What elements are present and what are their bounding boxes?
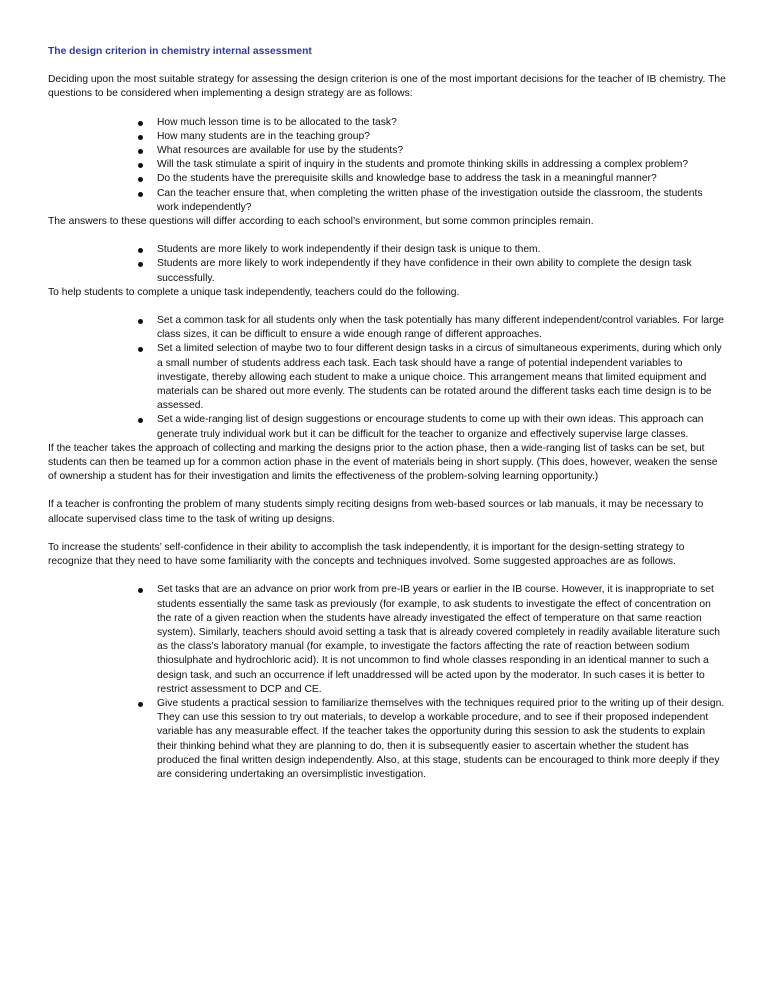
list-item: Will the task stimulate a spirit of inquiry in the students and promote thinking skills in addressing a complex problem? bbox=[48, 158, 726, 172]
list-item: Students are more likely to work independently if their design task is unique to them. bbox=[48, 243, 726, 257]
confidence-paragraph: To increase the students’ self-confidence in their ability to accomplish the task independently, it is important for the design-setting strategy to recognize that they need to have some familiarity with the concepts and techniques involved. Some suggested approaches are as follows. bbox=[48, 541, 685, 568]
list-item: How many students are in the teaching group? bbox=[48, 130, 726, 144]
list-item: How much lesson time is to be allocated to the task? bbox=[48, 116, 726, 130]
unique-task-intro-paragraph: To help students to complete a unique task independently, teachers could do the following. bbox=[48, 286, 460, 298]
list-item: Do the students have the prerequisite skills and knowledge base to address the task in a meaningful manner? bbox=[48, 172, 726, 186]
list-item: Set a common task for all students only when the task potentially has many different independent/control variables. For large class sizes, it can be difficult to ensure a wide enough range of different approaches. bbox=[48, 314, 726, 342]
list-item: Give students a practical session to familiarize themselves with the techniques required prior to the writing up of their design. They can use this session to try out materials, to develop a workable procedure, and to see if their proposed independent variable has any measurable effect. If the teacher takes the opportunity during this session to ask the students to explain their thinking behind what they are planning to do, then it is subsequently easier to ascertain whether the student has produced the final written design independently. Also, at this stage, students can be encouraged to think more deeply if they are considering undertaking an oversimplistic investigation. bbox=[48, 697, 726, 782]
list-item: Set tasks that are an advance on prior work from pre-IB years or earlier in the IB course. However, it is inappropriate to set students essentially the same task as previously (for example, to ask students to investigate the effect of concentration on the rate of a given reaction when the students have already investigated the effect of temperature on that same reaction system). Similarly, teachers should avoid setting a task that is already covered completely in readily available literature such as the class’s laboratory manual (for example, to investigate the factors affecting the rate of reaction between sodium thiosulphate and hydrochloric acid). It is not uncommon to find whole classes responding in an identical manner to such a design task, and such an occurrence if left unaddressed will be acted upon by the moderator. In such cases it is better to restrict assessment to DCP and CE. bbox=[48, 583, 726, 697]
collecting-paragraph: If the teacher takes the approach of collecting and marking the designs prior to the action phase, then a wide-ranging list of tasks can be set, but students can then be teamed up for a common action phase in the event of materials being in short supply. (This does, however, weaken the sense of ownership a student has for their investigation and limits the effectiveness of the problem-solving learning opportunity.) bbox=[48, 442, 718, 483]
list-item: Students are more likely to work independently if they have confidence in their own ability to complete the design task successfully. bbox=[48, 257, 726, 285]
list-item: Can the teacher ensure that, when completing the written phase of the investigation outside the classroom, the students work independently? bbox=[48, 187, 726, 215]
approaches-list bbox=[48, 583, 726, 782]
list-item: What resources are available for use by the students? bbox=[48, 144, 726, 158]
answers-note-paragraph: The answers to these questions will differ according to each school’s environment, but some common principles remain. bbox=[48, 216, 594, 228]
unique-task-list bbox=[48, 314, 726, 442]
intro-paragraph: Deciding upon the most suitable strategy for assessing the design criterion is one of the most important decisions for the teacher of IB chemistry. The questions to be considered when implementing a design strategy are as follows: bbox=[48, 74, 726, 100]
questions-list bbox=[48, 116, 726, 215]
reciting-paragraph: If a teacher is confronting the problem of many students simply reciting designs from web-based sources or lab manuals, it may be necessary to allocate supervised class time to the task of writing up designs. bbox=[48, 499, 704, 525]
list-item: Set a wide-ranging list of design suggestions or encourage students to come up with their own ideas. This approach can generate truly individual work but it can be difficult for the teacher to organize and effectively supervise large classes. bbox=[48, 413, 726, 441]
document-title: The design criterion in chemistry internal assessment bbox=[48, 46, 312, 57]
list-item: Set a limited selection of maybe two to four different design tasks in a circus of simultaneous experiments, during which only a small number of students address each task. Each task should have a range of potential independent variables to investigate, thereby allowing each student to make a unique choice. This arrangement means that limited equipment and materials can be shared out more evenly. The students can be rotated around the different tasks each time design is to be assessed. bbox=[48, 342, 726, 413]
principles-list bbox=[48, 243, 726, 286]
